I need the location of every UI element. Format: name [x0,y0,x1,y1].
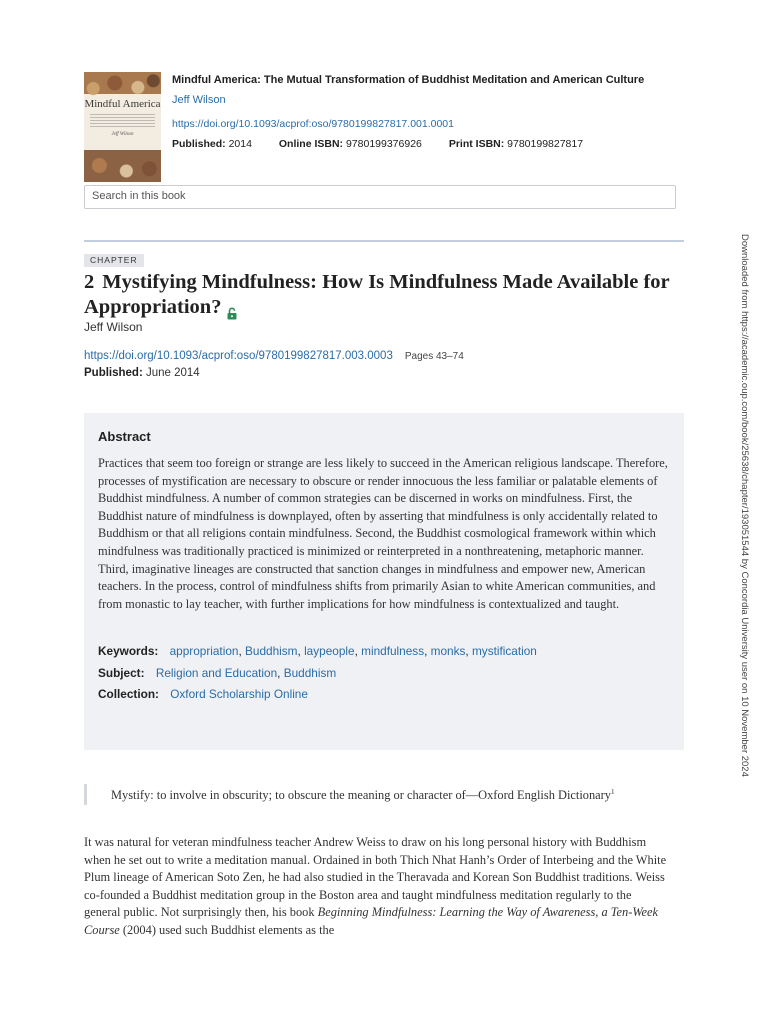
chapter-published-value: June 2014 [145,367,200,379]
book-title: Mindful America: The Mutual Transformation of Buddhist Meditation and American Culture [172,74,645,86]
collection-row [98,684,670,706]
subject-link[interactable]: Religion and Education [155,665,278,680]
section-divider [84,240,684,242]
cover-author: Jeff Wilson [111,132,134,137]
book-publication-row [172,137,692,151]
keyword-link[interactable]: appropriation [169,644,239,659]
abstract-heading: Abstract [98,429,151,444]
download-watermark: Downloaded from https://academic.oup.com/book/25638/chapter/193051544 by Concordia University user on 10 November 2024 [739,234,750,777]
chapter-doi-row [84,350,464,362]
book-header [84,72,684,182]
collection-label: Collection: [98,687,159,702]
keyword-link[interactable]: Buddhism [245,644,298,659]
body-paragraph [84,834,670,940]
online-isbn-label: Online ISBN: [278,138,344,150]
chapter-doi-link[interactable]: https://doi.org/10.1093/acprof:oso/9780199827817.003.0003 [84,350,393,362]
chapter-title-text: Mystifying Mindfulness: How Is Mindfulness Made Available for Appropriation? [84,271,670,318]
chapter-author: Jeff Wilson [84,320,143,334]
print-isbn-label: Print ISBN: [448,138,505,150]
book-meta [172,72,692,151]
keywords-row: Keywords: appropriation, Buddhism, laypeople, mindfulness, monks, mystification [98,644,537,659]
chapter-number: 2 [84,271,95,293]
chapter-published [84,367,200,379]
chapter-tag: CHAPTER [84,254,144,267]
open-access-lock-icon [227,302,237,315]
keyword-link[interactable]: monks [430,644,466,659]
chapter-title [84,270,684,320]
book-doi-link[interactable]: https://doi.org/10.1093/acprof:oso/9780199827817.001.0001 [172,118,454,130]
body-text: It was natural for veteran mindfulness teacher Andrew Weiss to draw on his long personal history with Buddhism when he set out to write a meditation manual. Ordained in both Thich Nhat Hanh’s Order of Interbeing and the White Plum lineage of American Soto Zen, he had also studied in the Theravada and Korean Son Buddhist traditions. Weiss co-founded a Buddhist meditation group in the Boston area and taught mindfulness meditation regularly to the general public. Not surprisingly then, his book [84,835,667,920]
print-isbn-value: 9780199827817 [507,138,584,150]
book-author-link[interactable]: Jeff Wilson [172,94,226,106]
subject-label: Subject: [98,665,145,680]
chapter-pages: Pages 43–74 [404,351,464,362]
collection-link[interactable]: Oxford Scholarship Online [170,687,308,702]
cover-title: Mindful America [84,98,161,110]
keyword-link[interactable]: mindfulness [361,644,425,659]
online-isbn-value: 9780199376926 [345,138,422,150]
abstract-text: Practices that seem too foreign or strange are less likely to succeed in the American religious landscape. Therefore, processes of mystification are necessary to obscure or render innocuous the less familiar or palatable elements of Buddhist mindfulness. A number of common strategies can be discerned in works on mindfulness. First, the Buddhist nature of mindfulness is downplayed, often by asserting that mindfulness is only accidentally related to Buddhism or that all religions contain mindfulness. Second, the Buddhist cosmological framework within which mindfulness was traditionally practiced is minimized or reinterpreted in a nonthreatening, metaphoric manner. Third, imaginative lineages are constructed that sanction changes in mindfulness and empower new, American teachers. In the process, control of mindfulness shifts from primarily Asian to white American communities, and from monastic to lay teacher, with further implications for how mindfulness is contextualized and taught. [98,456,668,611]
cover-subtitle-lines [90,114,155,128]
book-published-label: Published: [172,138,226,150]
book-cover[interactable] [84,72,161,182]
body-text-continued: (2004) used such Buddhist elements as the [119,922,335,937]
book-published-value: 2014 [228,138,252,150]
subject-row: Subject: Religion and Education, Buddhism [98,665,337,680]
abstract-metadata [98,641,670,706]
epigraph [84,784,641,805]
abstract-box [84,413,684,750]
subject-link[interactable]: Buddhism [283,665,337,680]
footnote-marker[interactable]: 1 [610,788,615,796]
keyword-link[interactable]: mystification [471,644,537,659]
keyword-link[interactable]: laypeople [304,644,355,659]
keywords-label: Keywords: [98,644,159,659]
book-title-italic: Beginning Mindfulness: Learning the Way of Awareness, a Ten-Week Course [84,905,659,937]
epigraph-text: Mystify: to involve in obscurity; to obscure the meaning or character of—Oxford English Dictionary [111,788,611,803]
chapter-published-label: Published: [84,367,143,379]
search-in-book-input[interactable]: Search in this book [84,185,676,209]
